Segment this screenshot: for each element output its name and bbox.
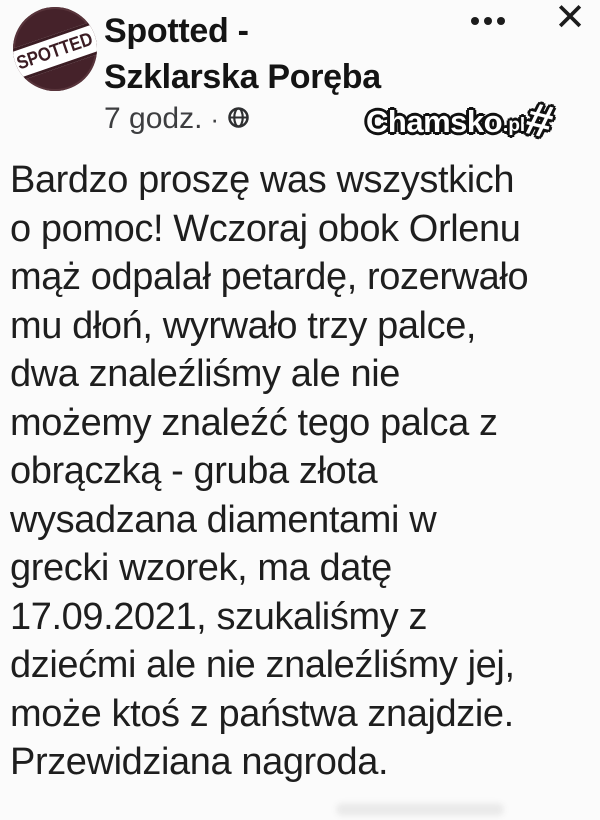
post-text-line: grecki wzorek, ma datę (10, 547, 392, 589)
spotted-stamp-band (13, 19, 97, 84)
more-dot (497, 17, 505, 25)
public-globe-icon (227, 103, 250, 137)
post-text-line: dwa znaleźliśmy ale nie (10, 353, 400, 395)
page-avatar[interactable] (13, 7, 97, 91)
page-title-line1: Spotted - (104, 12, 249, 50)
post-text-line: Przewidziana nagroda. (10, 741, 389, 783)
page-title[interactable] (104, 8, 381, 100)
post-text-line: o pomoc! Wczoraj obok Orlenu (10, 207, 521, 250)
post-meta (104, 102, 250, 136)
post-text-line: obrączką - gruba złota (10, 450, 378, 492)
page-title-line2: Szklarska Poręba (104, 58, 381, 96)
more-dot (471, 17, 479, 25)
watermark-hash-icon: # (521, 91, 559, 149)
watermark-suffix: .pl (503, 115, 526, 136)
post-text-line: może ktoś z państwa znajdzie. (10, 692, 514, 735)
post-text (10, 156, 596, 787)
spotted-stamp-label: SPOTTED (14, 28, 96, 74)
blurred-artifact (336, 803, 504, 816)
watermark-text: Chamsko (366, 104, 503, 139)
post-text-line: mu dłoń, wyrwało trzy palce, (10, 304, 477, 347)
post-text-line: możemy znaleźć tego palca z (10, 401, 498, 444)
post-text-line: mąż odpalał petardę, rozerwało (10, 256, 529, 298)
post-text-line: dziećmi ale nie znaleźliśmy jej, (10, 644, 515, 686)
meta-separator: · (210, 104, 220, 134)
post-text-line: Bardzo proszę was wszystkich (10, 159, 515, 201)
post-text-line: wysadzana diamentami w (10, 498, 437, 541)
more-dot (484, 17, 492, 25)
post-text-line: 17.09.2021, szukaliśmy z (10, 595, 428, 638)
close-icon[interactable]: ✕ (554, 0, 586, 39)
post-header (0, 0, 600, 158)
chamsko-watermark (366, 91, 559, 149)
timestamp[interactable]: 7 godz. (104, 102, 203, 135)
more-options-icon[interactable] (466, 8, 510, 34)
